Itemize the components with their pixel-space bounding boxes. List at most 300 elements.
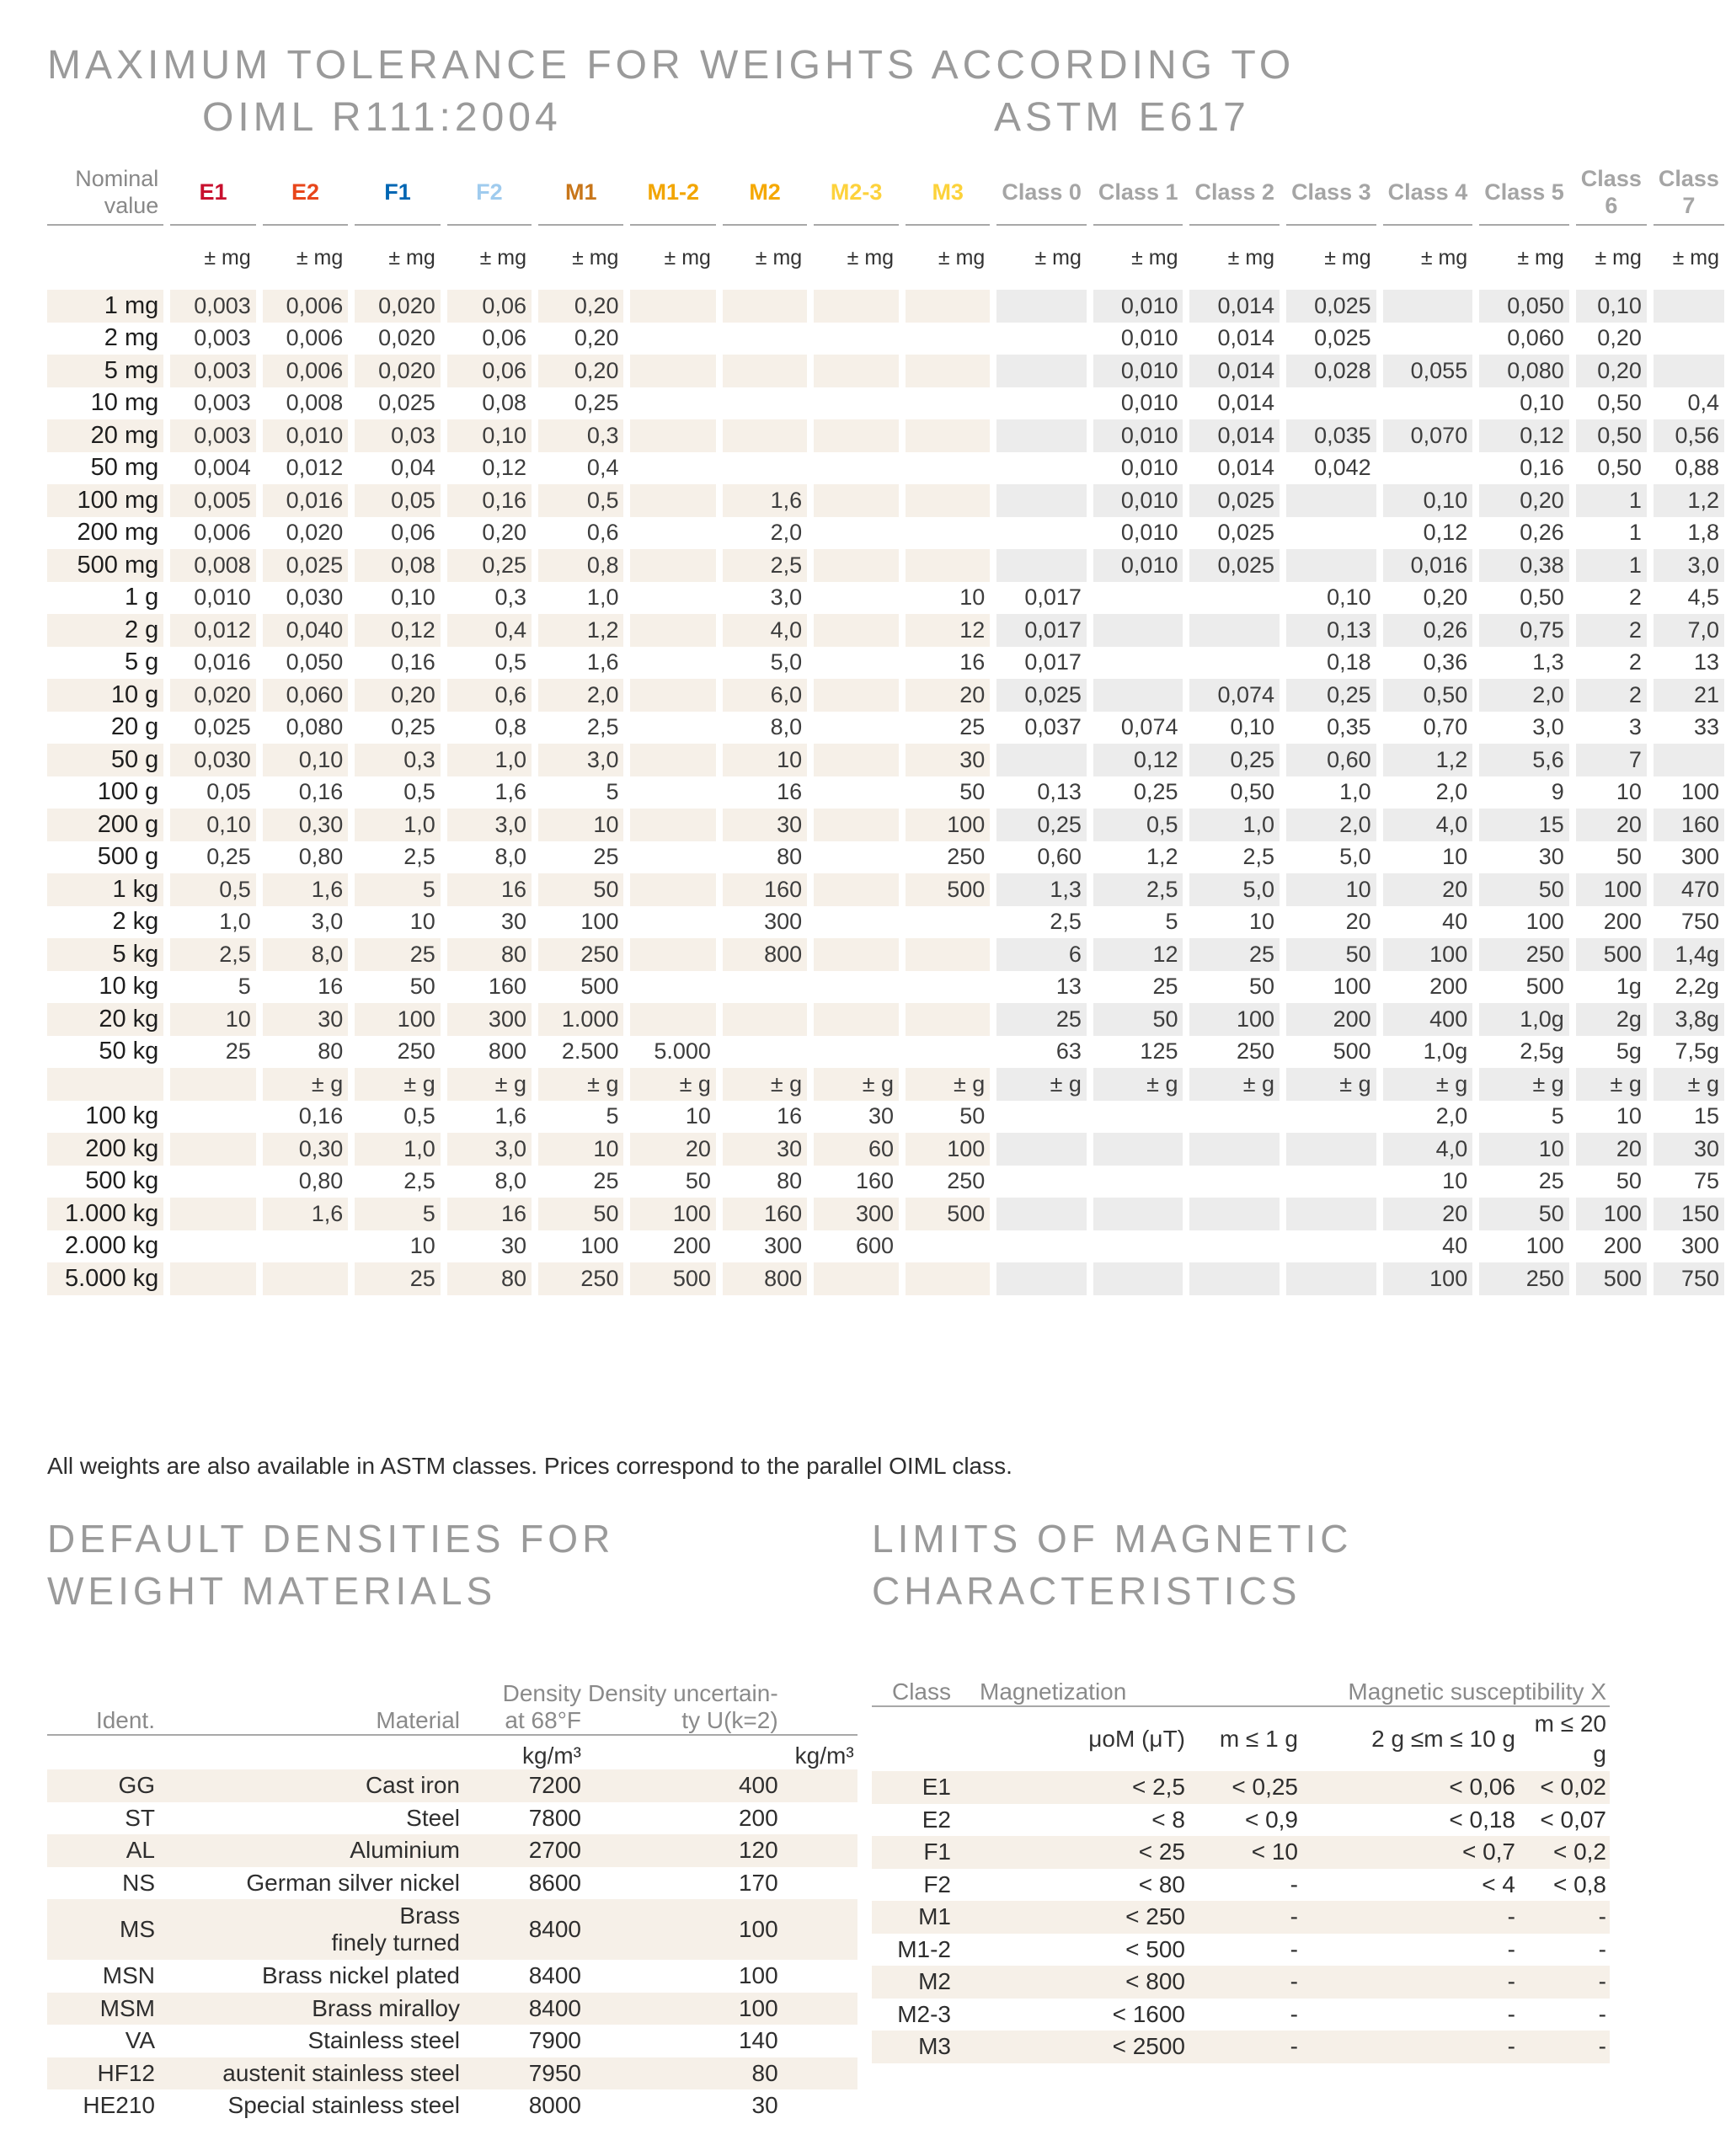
tolerance-cell: 0,12 bbox=[355, 614, 440, 647]
tolerance-table-header bbox=[47, 160, 1724, 226]
tolerance-cell: 0,36 bbox=[1423, 649, 1468, 675]
tolerance-cell: 0,010 bbox=[263, 419, 348, 452]
tolerance-cell: 1,6 bbox=[263, 873, 348, 906]
nominal-value: 200 kg bbox=[47, 1133, 163, 1166]
tolerance-cell: ± g bbox=[1654, 1068, 1724, 1101]
tolerance-cell bbox=[814, 355, 899, 387]
tolerance-cell: 3,8g bbox=[1654, 1003, 1724, 1036]
tolerance-cell bbox=[630, 744, 715, 776]
tolerance-cell bbox=[996, 1230, 1087, 1263]
tolerance-cell bbox=[814, 906, 899, 939]
tolerance-cell: 0,16 bbox=[447, 484, 532, 517]
nominal-value: 1.000 kg bbox=[47, 1198, 163, 1230]
header-density: Density at 68°F bbox=[463, 1672, 585, 1735]
tolerance-cell bbox=[1093, 1198, 1183, 1230]
tolerance-cell: 63 bbox=[1055, 1038, 1082, 1065]
tolerance-cell: 1,2 bbox=[538, 614, 623, 647]
unit-row-g bbox=[47, 1068, 1724, 1101]
table-row bbox=[47, 517, 1724, 550]
nominal-value: 2 mg bbox=[104, 324, 159, 352]
tolerance-cell: 10 bbox=[538, 808, 623, 841]
tolerance-cell: 0,014 bbox=[1217, 325, 1275, 351]
tolerance-cell bbox=[1189, 614, 1280, 647]
tolerance-cell: 750 bbox=[1680, 909, 1719, 935]
unit-label: ± mg bbox=[572, 245, 619, 270]
tolerance-cell: 0,38 bbox=[1479, 549, 1569, 582]
material-name: Brass finely turned bbox=[158, 1899, 463, 1960]
tolerance-cell: 0,074 bbox=[1120, 714, 1178, 740]
tolerance-cell: 100 bbox=[1189, 1003, 1280, 1036]
tolerance-cell: 500 bbox=[1576, 1262, 1647, 1295]
tolerance-cell: 5,0 bbox=[770, 649, 803, 675]
tolerance-cell bbox=[906, 387, 990, 420]
tolerance-cell bbox=[630, 906, 715, 939]
tolerance-cell: 0,014 bbox=[1189, 355, 1280, 387]
tolerance-cell bbox=[1654, 290, 1724, 323]
tolerance-cell: 600 bbox=[856, 1233, 895, 1259]
tolerance-cell: 2,5 bbox=[1242, 844, 1275, 870]
tolerance-cell: 16 bbox=[318, 974, 344, 1000]
subheader-2-10g: 2 g ≤m ≤ 10 g bbox=[1371, 1725, 1515, 1752]
header-oiml-f2: F2 bbox=[447, 160, 532, 226]
tolerance-cell: 10 bbox=[409, 909, 435, 935]
tolerance-cell: 0,010 bbox=[194, 584, 251, 611]
tolerance-cell: 200 bbox=[672, 1233, 711, 1259]
material-ident: HF12 bbox=[47, 2057, 158, 2090]
unit-label: ± mg bbox=[1324, 245, 1371, 270]
tolerance-cell: 0,008 bbox=[286, 390, 344, 416]
material-ident: VA bbox=[125, 2027, 155, 2054]
tolerance-cell bbox=[906, 355, 990, 387]
tolerance-cell: 0,13 bbox=[1037, 779, 1082, 805]
tolerance-cell bbox=[906, 517, 990, 550]
magnetization-value: < 80 bbox=[1138, 1870, 1185, 1897]
tolerance-cell: 10 bbox=[1479, 1133, 1569, 1166]
tolerance-cell: 0,6 bbox=[447, 679, 532, 712]
tolerance-cell: 5,6 bbox=[1479, 744, 1569, 776]
tolerance-cell: 0,028 bbox=[1286, 355, 1376, 387]
tolerance-cell: 1,2 bbox=[1654, 484, 1724, 517]
table-row bbox=[47, 582, 1724, 615]
tolerance-cell: 0,003 bbox=[194, 325, 251, 351]
densities-unit-row bbox=[47, 1735, 857, 1769]
susceptibility-value: < 4 bbox=[1482, 1870, 1515, 1897]
tolerance-cell: 0,10 bbox=[1383, 484, 1473, 517]
tolerance-cell: 250 bbox=[947, 1168, 986, 1194]
tolerance-cell: ± g bbox=[1479, 1068, 1569, 1101]
tolerance-cell bbox=[996, 387, 1087, 420]
susceptibility-value: < 0,07 bbox=[1540, 1806, 1606, 1833]
tolerance-cell bbox=[1286, 1230, 1376, 1263]
tolerance-cell: 30 bbox=[1654, 1133, 1724, 1166]
density-value: 7200 bbox=[463, 1769, 585, 1802]
tolerance-cell bbox=[630, 971, 715, 1004]
tolerance-cell bbox=[170, 1068, 255, 1101]
uncertainty-unit: kg/m³ bbox=[794, 1742, 854, 1769]
tolerance-cell: 2,5 bbox=[723, 549, 807, 582]
tolerance-cell bbox=[814, 323, 899, 355]
tolerance-cell bbox=[723, 355, 807, 387]
tolerance-cell: 0,18 bbox=[1327, 649, 1371, 675]
tolerance-cell: 0,3 bbox=[494, 584, 526, 611]
tolerance-cell: 50 bbox=[1479, 873, 1569, 906]
tolerance-cell bbox=[1093, 679, 1183, 712]
material-ident: ST bbox=[125, 1804, 155, 1831]
tolerance-cell bbox=[1383, 290, 1473, 323]
tolerance-cell: 800 bbox=[723, 938, 807, 971]
header-astm-class-4: Class 4 bbox=[1383, 160, 1473, 226]
tolerance-cell: 25 bbox=[1538, 1168, 1564, 1194]
tolerance-cell: 5 bbox=[355, 1198, 440, 1230]
tolerance-cell: 0,20 bbox=[538, 290, 623, 323]
tolerance-cell: 160 bbox=[856, 1168, 895, 1194]
magnetization-value: < 800 bbox=[954, 1966, 1189, 1999]
material-ident: MSM bbox=[47, 1993, 158, 2025]
table-row bbox=[47, 712, 1724, 744]
tolerance-cell bbox=[996, 484, 1087, 517]
susceptibility-value: < 0,2 bbox=[1519, 1836, 1610, 1869]
tolerance-cell: 3,0 bbox=[1532, 714, 1564, 740]
tolerance-cell: ± g bbox=[1286, 1068, 1376, 1101]
tolerance-cell: 2 bbox=[1628, 649, 1642, 675]
tolerance-cell bbox=[906, 1036, 990, 1069]
tolerance-cell: 100 bbox=[355, 1003, 440, 1036]
tolerance-cell bbox=[814, 484, 899, 517]
nominal-value: 100 g bbox=[97, 778, 159, 806]
tolerance-cell: 10 bbox=[409, 1233, 435, 1259]
nominal-value: 50 g bbox=[47, 744, 163, 776]
tolerance-cell bbox=[723, 1003, 807, 1036]
tolerance-cell: 0,03 bbox=[355, 419, 440, 452]
tolerance-cell: 1,0 bbox=[447, 744, 532, 776]
tolerance-cell: 50 bbox=[1479, 1198, 1569, 1230]
tolerance-cell: 250 bbox=[538, 938, 623, 971]
tolerance-cell bbox=[170, 1101, 255, 1134]
magnetization-value: < 250 bbox=[954, 1901, 1189, 1934]
tolerance-cell: 50 bbox=[1616, 1168, 1642, 1194]
susceptibility-value: - bbox=[1189, 2031, 1301, 2063]
table-row bbox=[872, 1999, 1610, 2031]
material-ident: NS bbox=[122, 1869, 155, 1896]
tolerance-cell bbox=[906, 452, 990, 485]
susceptibility-value: < 0,8 bbox=[1552, 1870, 1606, 1897]
magnetization-value: < 500 bbox=[1125, 1935, 1185, 1962]
susceptibility-value: - bbox=[1290, 1935, 1298, 1962]
tolerance-cell bbox=[814, 517, 899, 550]
unit-label: ± mg bbox=[1595, 245, 1642, 270]
table-row bbox=[47, 387, 1724, 420]
tolerance-cell: 500 bbox=[580, 974, 619, 1000]
tolerance-cell: 0,020 bbox=[355, 290, 440, 323]
table-row bbox=[872, 1771, 1610, 1804]
tolerance-cell bbox=[996, 517, 1087, 550]
tolerance-cell bbox=[723, 290, 807, 323]
tolerance-cell bbox=[814, 614, 899, 647]
tolerance-cell: 0,10 bbox=[391, 584, 435, 611]
nominal-value: 5 g bbox=[124, 648, 159, 676]
tolerance-cell bbox=[630, 582, 715, 615]
tolerance-cell: 10 bbox=[538, 1133, 623, 1166]
tolerance-cell: 25 bbox=[225, 1038, 251, 1065]
susceptibility-value: - bbox=[1598, 2000, 1606, 2027]
table-row bbox=[872, 1804, 1610, 1837]
tolerance-cell: 0,30 bbox=[263, 808, 348, 841]
material-name: Brass nickel plated bbox=[261, 1962, 460, 1989]
tolerance-cell bbox=[630, 938, 715, 971]
tolerance-cell bbox=[170, 1230, 255, 1263]
tolerance-cell: 0,004 bbox=[194, 455, 251, 481]
tolerance-cell: 250 bbox=[397, 1038, 435, 1065]
tolerance-cell bbox=[723, 323, 807, 355]
tolerance-cell: 100 bbox=[1525, 909, 1564, 935]
tolerance-cell: 0,010 bbox=[1120, 325, 1178, 351]
tolerance-cell: 0,010 bbox=[1093, 355, 1183, 387]
tolerance-cell: 25 bbox=[996, 1003, 1087, 1036]
tolerance-cell: 0,8 bbox=[538, 549, 623, 582]
susceptibility-value: < 0,9 bbox=[1244, 1806, 1298, 1833]
tolerance-cell bbox=[1093, 1166, 1183, 1198]
main-title: MAXIMUM TOLERANCE FOR WEIGHTS ACCORDING TO bbox=[47, 43, 1296, 88]
tolerance-cell: 0,50 bbox=[1576, 419, 1647, 452]
susceptibility-value: - bbox=[1189, 1966, 1301, 1999]
tolerance-cell: 10 bbox=[1616, 1103, 1642, 1129]
tolerance-cell: 12 bbox=[906, 614, 990, 647]
tolerance-cell: 0,003 bbox=[170, 419, 255, 452]
table-row bbox=[47, 1262, 1724, 1295]
tolerance-cell: 16 bbox=[447, 873, 532, 906]
tolerance-cell bbox=[630, 323, 715, 355]
tolerance-cell: 0,5 bbox=[538, 484, 623, 517]
tolerance-cell bbox=[723, 387, 807, 420]
tolerance-cell: 0,010 bbox=[1093, 419, 1183, 452]
tolerance-cell: 1,6 bbox=[263, 1198, 348, 1230]
tolerance-cell bbox=[1189, 1133, 1280, 1166]
unit-label: ± mg bbox=[204, 245, 251, 270]
header-astm-class-5: Class 5 bbox=[1479, 160, 1569, 226]
tolerance-cell bbox=[1189, 647, 1280, 680]
tolerance-cell: 0,025 bbox=[1314, 325, 1371, 351]
tolerance-cell: 7 bbox=[1576, 744, 1647, 776]
uncertainty-value: 200 bbox=[738, 1804, 778, 1831]
susceptibility-value: - bbox=[1519, 2031, 1610, 2063]
tolerance-cell: 6 bbox=[996, 938, 1087, 971]
tolerance-cell: 160 bbox=[723, 1198, 807, 1230]
tolerance-cell: 1,0 bbox=[355, 1133, 440, 1166]
nominal-value: 20 g bbox=[110, 713, 159, 741]
tolerance-cell: 0,060 bbox=[263, 679, 348, 712]
unit-label: ± mg bbox=[388, 245, 435, 270]
unit-label: ± mg bbox=[664, 245, 711, 270]
material-ident: MS bbox=[47, 1899, 158, 1960]
uncertainty-value: 400 bbox=[585, 1769, 857, 1802]
tolerance-cell: 100 bbox=[1680, 779, 1719, 805]
tolerance-cell: 20 bbox=[630, 1133, 715, 1166]
tolerance-cell bbox=[996, 1133, 1087, 1166]
table-row bbox=[47, 647, 1724, 680]
tolerance-cell: 0,04 bbox=[391, 455, 435, 481]
tolerance-cell: 0,6 bbox=[586, 520, 619, 546]
tolerance-cell bbox=[906, 938, 990, 971]
tolerance-cell: 0,025 bbox=[378, 390, 435, 416]
tolerance-cell: 1g bbox=[1616, 974, 1642, 1000]
tolerance-cell bbox=[906, 323, 990, 355]
tolerance-cell: 21 bbox=[1654, 679, 1724, 712]
tolerance-cell bbox=[1093, 1230, 1183, 1263]
tolerance-cell: 0,10 bbox=[170, 808, 255, 841]
tolerance-cell: 0,030 bbox=[286, 584, 344, 611]
table-row bbox=[47, 1802, 857, 1835]
tolerance-cell: ± g bbox=[1383, 1068, 1473, 1101]
table-row bbox=[47, 1769, 857, 1802]
tolerance-table bbox=[40, 160, 1731, 1295]
tolerance-cell: 0,70 bbox=[1423, 714, 1468, 740]
tolerance-cell: 150 bbox=[1654, 1198, 1724, 1230]
tolerance-cell bbox=[1383, 387, 1473, 420]
tolerance-cell: 7,5g bbox=[1675, 1038, 1719, 1065]
table-row bbox=[47, 484, 1724, 517]
tolerance-cell: 1,0 bbox=[219, 909, 251, 935]
tolerance-cell bbox=[814, 582, 899, 615]
tolerance-cell: 0,025 bbox=[1189, 484, 1280, 517]
header-astm-class-2: Class 2 bbox=[1189, 160, 1280, 226]
tolerance-cell: 0,050 bbox=[1479, 290, 1569, 323]
densities-title-line1: DEFAULT DENSITIES FOR bbox=[47, 1517, 615, 1561]
tolerance-cell: 0,10 bbox=[447, 419, 532, 452]
tolerance-cell: 0,50 bbox=[1230, 779, 1275, 805]
tolerance-cell: ± g bbox=[447, 1068, 532, 1101]
tolerance-cell: 0,10 bbox=[1327, 584, 1371, 611]
tolerance-cell: 8,0 bbox=[494, 844, 526, 870]
tolerance-cell: 0,005 bbox=[170, 484, 255, 517]
table-row bbox=[872, 1934, 1610, 1967]
header-astm-class-7: Class 7 bbox=[1654, 160, 1724, 226]
tolerance-cell: 80 bbox=[777, 844, 803, 870]
tolerance-cell: 30 bbox=[1538, 844, 1564, 870]
tolerance-cell bbox=[630, 679, 715, 712]
tolerance-cell: 100 bbox=[1383, 1262, 1473, 1295]
header-astm-class-6: Class 6 bbox=[1576, 160, 1647, 226]
tolerance-cell bbox=[1093, 1262, 1183, 1295]
tolerance-cell bbox=[906, 971, 990, 1004]
density-value: 7950 bbox=[463, 2057, 585, 2090]
tolerance-cell: 200 bbox=[1603, 1233, 1642, 1259]
tolerance-cell bbox=[814, 938, 899, 971]
tolerance-cell: 0,10 bbox=[263, 744, 348, 776]
tolerance-cell: 7,0 bbox=[1654, 614, 1724, 647]
tolerance-cell: 0,5 bbox=[403, 779, 435, 805]
tolerance-cell bbox=[263, 1262, 348, 1295]
tolerance-cell: 0,16 bbox=[298, 1103, 344, 1129]
tolerance-cell: 100 bbox=[906, 808, 990, 841]
unit-label: ± mg bbox=[1420, 245, 1468, 270]
magnetic-table bbox=[872, 1672, 1610, 2063]
tolerance-cell: 10 bbox=[1442, 844, 1468, 870]
tolerance-cell: 0,017 bbox=[1024, 584, 1082, 611]
tolerance-cell: 0,006 bbox=[286, 325, 344, 351]
tolerance-cell: 5,0 bbox=[1189, 873, 1280, 906]
tolerance-cell bbox=[630, 841, 715, 874]
tolerance-cell: 0,80 bbox=[298, 844, 344, 870]
header-oiml-e2: E2 bbox=[263, 160, 348, 226]
tolerance-cell: 4,0 bbox=[723, 614, 807, 647]
tolerance-cell: 16 bbox=[447, 1198, 532, 1230]
tolerance-cell: ± g bbox=[1189, 1068, 1280, 1101]
tolerance-cell: 8,0 bbox=[494, 1168, 526, 1194]
tolerance-cell: 5 bbox=[606, 1103, 619, 1129]
tolerance-cell: 0,88 bbox=[1675, 455, 1719, 481]
tolerance-cell: 20 bbox=[1345, 909, 1371, 935]
tolerance-cell bbox=[630, 1003, 715, 1036]
tolerance-cell: 50 bbox=[538, 1198, 623, 1230]
table-row bbox=[47, 2057, 857, 2090]
tolerance-cell: 80 bbox=[447, 938, 532, 971]
tolerance-cell bbox=[814, 1262, 899, 1295]
tolerance-cell: 2,0 bbox=[538, 679, 623, 712]
tolerance-cell bbox=[723, 452, 807, 485]
tolerance-cell: 300 bbox=[447, 1003, 532, 1036]
tolerance-cell: 0,025 bbox=[263, 549, 348, 582]
tolerance-cell: 16 bbox=[959, 649, 986, 675]
tolerance-cell: 160 bbox=[1654, 808, 1724, 841]
table-row bbox=[47, 776, 1724, 809]
tolerance-cell: 250 bbox=[1479, 938, 1569, 971]
material-ident: MSN bbox=[102, 1962, 155, 1989]
tolerance-cell: 5 bbox=[1165, 909, 1178, 935]
tolerance-cell: 0,037 bbox=[1024, 714, 1082, 740]
table-row bbox=[47, 290, 1724, 323]
magnetic-subheader-row bbox=[872, 1706, 1610, 1771]
tolerance-cell: 30 bbox=[500, 909, 526, 935]
nominal-value: 500 mg bbox=[47, 549, 163, 582]
tolerance-cell: 20 bbox=[1383, 873, 1473, 906]
tolerance-cell bbox=[814, 712, 899, 744]
tolerance-cell bbox=[814, 387, 899, 420]
tolerance-cell: 16 bbox=[777, 779, 803, 805]
tolerance-cell bbox=[996, 323, 1087, 355]
tolerance-cell: 20 bbox=[906, 679, 990, 712]
tolerance-cell: 2,0 bbox=[770, 520, 803, 546]
tolerance-cell: 25 bbox=[1189, 938, 1280, 971]
tolerance-cell: 100 bbox=[1383, 938, 1473, 971]
tolerance-cell: 0,016 bbox=[1383, 549, 1473, 582]
susceptibility-value: - bbox=[1507, 2000, 1515, 2027]
tolerance-cell: 0,025 bbox=[194, 714, 251, 740]
density-value: 2700 bbox=[463, 1834, 585, 1867]
unit-label: ± mg bbox=[1034, 245, 1082, 270]
density-value: 8400 bbox=[463, 1899, 585, 1960]
tolerance-cell: 2,0 bbox=[1435, 779, 1468, 805]
tolerance-cell: 5 bbox=[238, 974, 251, 1000]
unit-label: ± mg bbox=[479, 245, 526, 270]
unit-label: ± mg bbox=[847, 245, 895, 270]
nominal-value: 10 kg bbox=[99, 973, 159, 1001]
tolerance-cell bbox=[630, 808, 715, 841]
tolerance-cell: 0,8 bbox=[494, 714, 526, 740]
tolerance-cell: 0,05 bbox=[206, 779, 251, 805]
susceptibility-value: - bbox=[1301, 1901, 1519, 1934]
tolerance-cell bbox=[1286, 1133, 1376, 1166]
tolerance-cell: 0,020 bbox=[286, 520, 344, 546]
density-value: 8000 bbox=[528, 2092, 581, 2119]
tolerance-cell: 0,13 bbox=[1286, 614, 1376, 647]
tolerance-cell bbox=[1383, 323, 1473, 355]
tolerance-cell: 100 bbox=[630, 1198, 715, 1230]
weight-class: F1 bbox=[872, 1836, 954, 1869]
tolerance-cell bbox=[1286, 517, 1376, 550]
table-row bbox=[47, 1036, 1724, 1069]
tolerance-cell: 160 bbox=[488, 974, 526, 1000]
tolerance-cell bbox=[1286, 1101, 1376, 1134]
